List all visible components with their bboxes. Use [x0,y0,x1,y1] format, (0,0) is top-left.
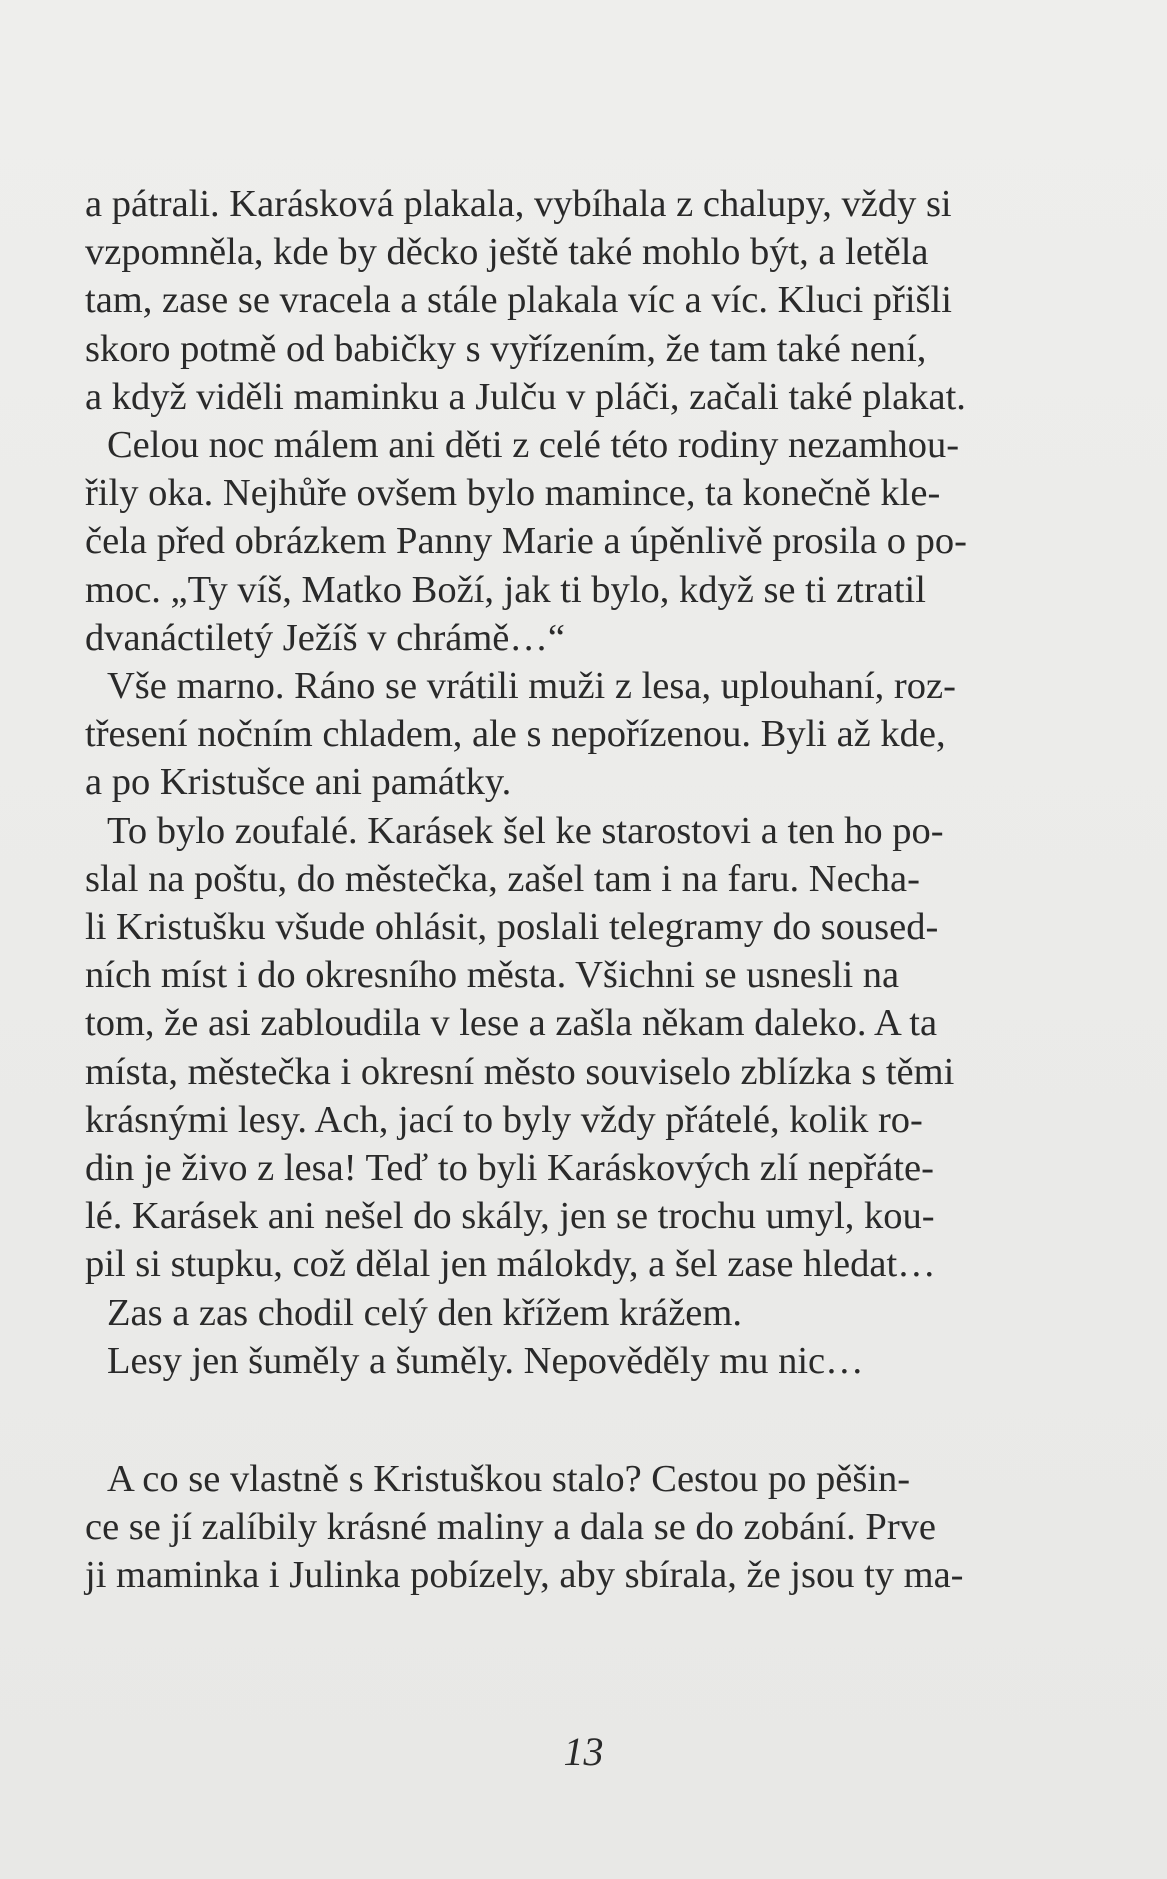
text-line: ních míst i do okresního města. Všichni se usnesli na [85,954,900,997]
paragraph [85,1455,1005,1600]
paragraph [85,807,1005,1289]
text-line: čela před obrázkem Panny Marie a úpěnlivě prosila o po- [85,520,967,563]
text-line: Lesy jen šuměly a šuměly. Nepověděly mu nic… [107,1339,864,1382]
text-line: ce se jí zalíbily krásné maliny a dala se do zobání. Prve [85,1506,936,1549]
text-line: Celou noc málem ani děti z celé této rodiny nezamhou- [107,424,960,467]
paragraph [85,1289,1005,1337]
page-number: 13 [563,1729,604,1774]
text-line: a pátrali. Karásková plakala, vybíhala z chalupy, vždy si [85,183,952,225]
text-line: Zas a zas chodil celý den křížem krážem. [107,1291,742,1334]
text-line: To bylo zoufalé. Karásek šel ke starostovi a ten ho po- [107,809,944,852]
paragraph [85,662,1005,807]
text-line: slal na poštu, do městečka, zašel tam i na faru. Necha- [85,857,920,900]
text-line: A co se vlastně s Kristuškou stalo? Cestou po pěšin- [107,1458,911,1501]
text-line: lé. Karásek ani nešel do skály, jen se trochu umyl, kou- [85,1195,935,1238]
text-line: řily oka. Nejhůře ovšem bylo mamince, ta konečně kle- [85,472,941,515]
text-line: třesení nočním chladem, ale s nepořízenou. Byli až kde, [85,713,946,756]
section-break [85,1385,1005,1455]
paragraph [85,180,1005,421]
text-line: li Kristušku všude ohlásit, poslali telegramy do soused- [85,906,939,949]
body-text [85,180,1005,1600]
text-line: pil si stupku, což dělal jen málokdy, a šel zase hledat… [85,1243,936,1286]
text-line: a když viděli maminku a Julču v pláči, začali také plakat. [85,375,966,418]
text-line: din je živo z lesa! Teď to byli Karáskových zlí nepřáte- [85,1147,934,1190]
text-line: Vše marno. Ráno se vrátili muži z lesa, uplouhaní, roz- [107,665,956,708]
text-line: moc. „Ty víš, Matko Boží, jak ti bylo, když se ti ztratil [85,568,926,611]
text-line: vzpomněla, kde by děcko ještě také mohlo být, a letěla [85,231,929,274]
text-line: a po Kristušce ani památky. [85,761,512,804]
text-line: skoro potmě od babičky s vyřízením, že tam také není, [85,327,927,370]
text-line: ji maminka i Julinka pobízely, aby sbírala, že jsou ty ma- [85,1554,964,1597]
text-line: dvanáctiletý Ježíš v chrámě…“ [85,616,565,659]
text-line: místa, městečka i okresní město souviselo zblízka s těmi [85,1050,955,1093]
text-line: krásnými lesy. Ach, jací to byly vždy přátelé, kolik ro- [85,1098,923,1141]
paragraph [85,1337,1005,1385]
text-line: tom, že asi zabloudila v lese a zašla někam daleko. A ta [85,1002,938,1045]
text-line: tam, zase se vracela a stále plakala víc a víc. Kluci přišli [85,279,952,322]
paragraph [85,421,1005,662]
